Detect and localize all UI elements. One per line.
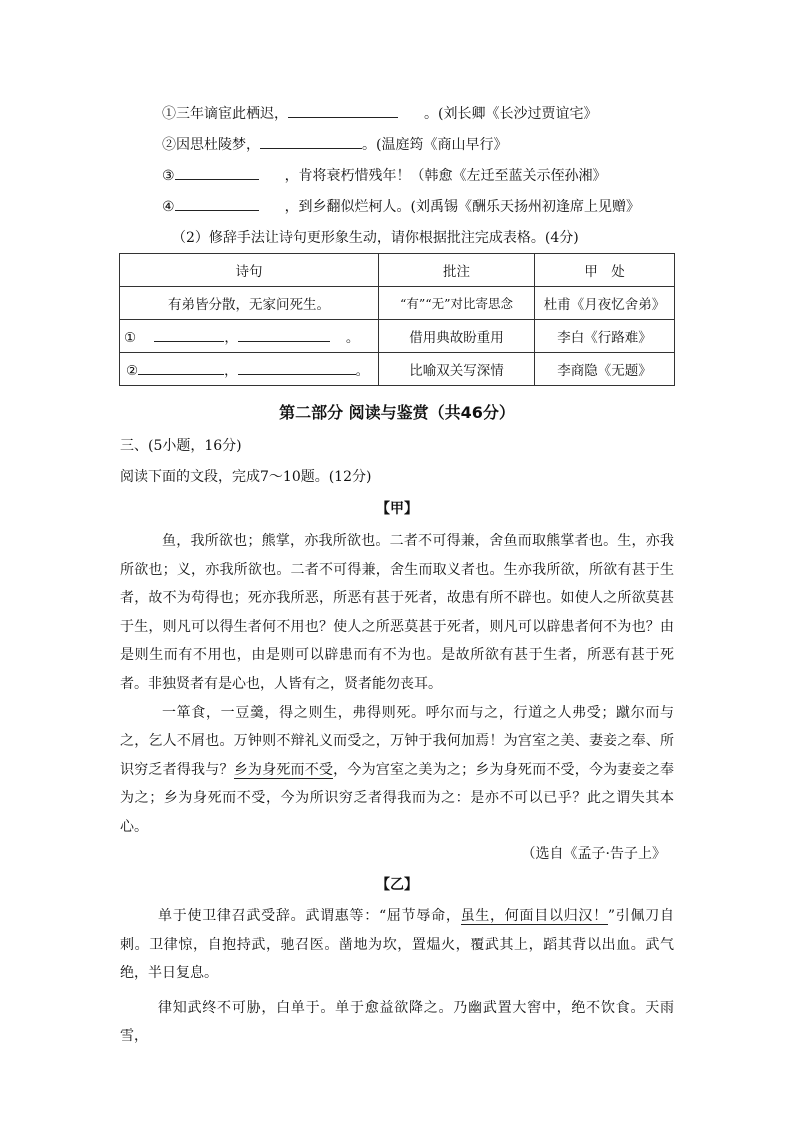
fill-item-2-text: ②因思杜陵梦， bbox=[162, 137, 260, 153]
passage-2-paragraph-1 bbox=[120, 902, 674, 988]
passage-1-source: （选自《孟子·告子上》 bbox=[521, 846, 666, 862]
separator: ， bbox=[224, 330, 238, 346]
fill-item-3 bbox=[162, 166, 607, 185]
rhetoric-table bbox=[119, 253, 675, 386]
source-cell: 杜甫《月夜忆舍弟》 bbox=[535, 287, 675, 320]
answer-blank[interactable] bbox=[175, 197, 259, 211]
reading-instruction: 阅读下面的文段，完成7～10题。(12分) bbox=[120, 469, 372, 485]
answer-blank[interactable] bbox=[154, 328, 224, 342]
passage-2-paragraph-2: 律知武终不可胁，白单于。单于愈益欲降之。乃幽武置大窖中，绝不饮食。天雨雪， bbox=[120, 999, 674, 1045]
answer-blank[interactable] bbox=[175, 166, 259, 180]
fill-item-4-num: ④ bbox=[162, 199, 175, 215]
note-cell: “有”“无”对比寄思念 bbox=[379, 287, 535, 320]
separator: ， bbox=[224, 363, 238, 379]
fill-item-1-text: ①三年谪宦此栖迟， bbox=[162, 106, 288, 122]
period: 。 bbox=[355, 363, 370, 379]
para-text: 单于使卫律召武受辞。武谓惠等：“屈节辱命， bbox=[158, 908, 461, 924]
para-text: 一箪食，一豆羹，得之则生，弗得则死。呼尔而与之，行道之人弗受；蹴尔而与之，乞人不屑也。万钟则不辩礼义而受之，万钟于我何加焉！为宫室之美、妻妾之奉、所识穷乏者得我与？ bbox=[120, 704, 674, 778]
row-number: ① bbox=[124, 330, 137, 346]
row-number: ② bbox=[126, 363, 139, 379]
fill-item-2 bbox=[162, 135, 507, 154]
passage-2-title: 【乙】 bbox=[376, 877, 418, 893]
passage-1-paragraph-2 bbox=[120, 699, 674, 842]
fill-item-4-text: ，到乡翻似烂柯人。(刘禹锡《酬乐天扬州初逢席上见赠》 bbox=[284, 199, 641, 215]
passage-1-title: 【甲】 bbox=[376, 501, 418, 517]
table-row bbox=[120, 287, 675, 320]
answer-blank[interactable] bbox=[138, 361, 224, 375]
fill-item-4 bbox=[162, 197, 640, 216]
underlined-phrase: 虽生，何面目以归汉！ bbox=[460, 908, 608, 924]
fill-item-3-num: ③ bbox=[162, 168, 175, 184]
para-text: ”引佩刀自刺。卫律惊，自抱持武，驰召医。凿地为坎，置煴火，覆武其上，蹈其背以出血。武气绝，半日复息。 bbox=[120, 908, 674, 982]
fill-item-2-source: 。(温庭筠《商山早行》 bbox=[362, 137, 508, 153]
section-heading: 三、(5小题，16分) bbox=[120, 438, 242, 454]
source-cell: 李商隐《无题》 bbox=[535, 353, 675, 386]
header-verse: 诗句 bbox=[120, 254, 379, 287]
table-header-row bbox=[120, 254, 675, 287]
header-source: 甲 处 bbox=[535, 254, 675, 287]
answer-blank[interactable] bbox=[238, 328, 330, 342]
fill-item-1 bbox=[162, 104, 597, 123]
answer-blank[interactable] bbox=[288, 104, 398, 118]
passage-1-paragraph-1: 鱼，我所欲也；熊掌，亦我所欲也。二者不可得兼，舍鱼而取熊掌者也。生，亦我所欲也；义，亦我所欲也。二者不可得兼，舍生而取义者也。生亦我所欲，所欲有甚于生者，故不为苟得也；死亦我所恶，所恶有甚于死者，故患有所不辟也。如使人之所欲莫甚于生，则凡可以得生者何不用也？使人之所恶莫甚于死者，则凡可以辟患者何不为也？由是则生而有不用也，由是则可以辟患而有不为也。是故所欲有甚于生者，所恶有甚于死者。非独贤者有是心也，人皆有之，贤者能勿丧耳。 bbox=[120, 533, 674, 692]
source-cell: 李白《行路难》 bbox=[535, 320, 675, 353]
table-row bbox=[120, 320, 675, 353]
passage-1-body bbox=[120, 527, 674, 842]
para-text: ，今为宫室之美为之；乡为身死而不受，今为妻妾之奉为之；乡为身死而不受，今为所识穷乏者得我而为之：是亦不可以已乎？此之谓失其本心。 bbox=[120, 761, 675, 835]
table-row bbox=[120, 353, 675, 386]
underlined-phrase: 乡为身死而不受 bbox=[233, 761, 334, 778]
fill-item-3-text: ，肯将衰朽惜残年！（韩愈《左迁至蓝关示侄孙湘》 bbox=[284, 168, 607, 184]
fill-item-1-source: 。(刘长卿《长沙过贾谊宅》 bbox=[424, 106, 598, 122]
passage-2-body bbox=[120, 902, 674, 1051]
verse-cell: 有弟皆分散，无家问死生。 bbox=[120, 287, 379, 320]
part-title: 第二部分 阅读与鉴赏（共46分） bbox=[279, 403, 515, 422]
period: 。 bbox=[345, 330, 360, 346]
verse-cell bbox=[120, 320, 379, 353]
table-instruction: （2）修辞手法让诗句更形象生动，请你根据批注完成表格。(4分) bbox=[172, 230, 579, 246]
answer-blank[interactable] bbox=[260, 135, 362, 149]
note-cell: 借用典故盼重用 bbox=[379, 320, 535, 353]
answer-blank[interactable] bbox=[238, 361, 356, 375]
verse-cell bbox=[120, 353, 379, 386]
note-cell: 比喻双关写深情 bbox=[379, 353, 535, 386]
header-note: 批注 bbox=[379, 254, 535, 287]
